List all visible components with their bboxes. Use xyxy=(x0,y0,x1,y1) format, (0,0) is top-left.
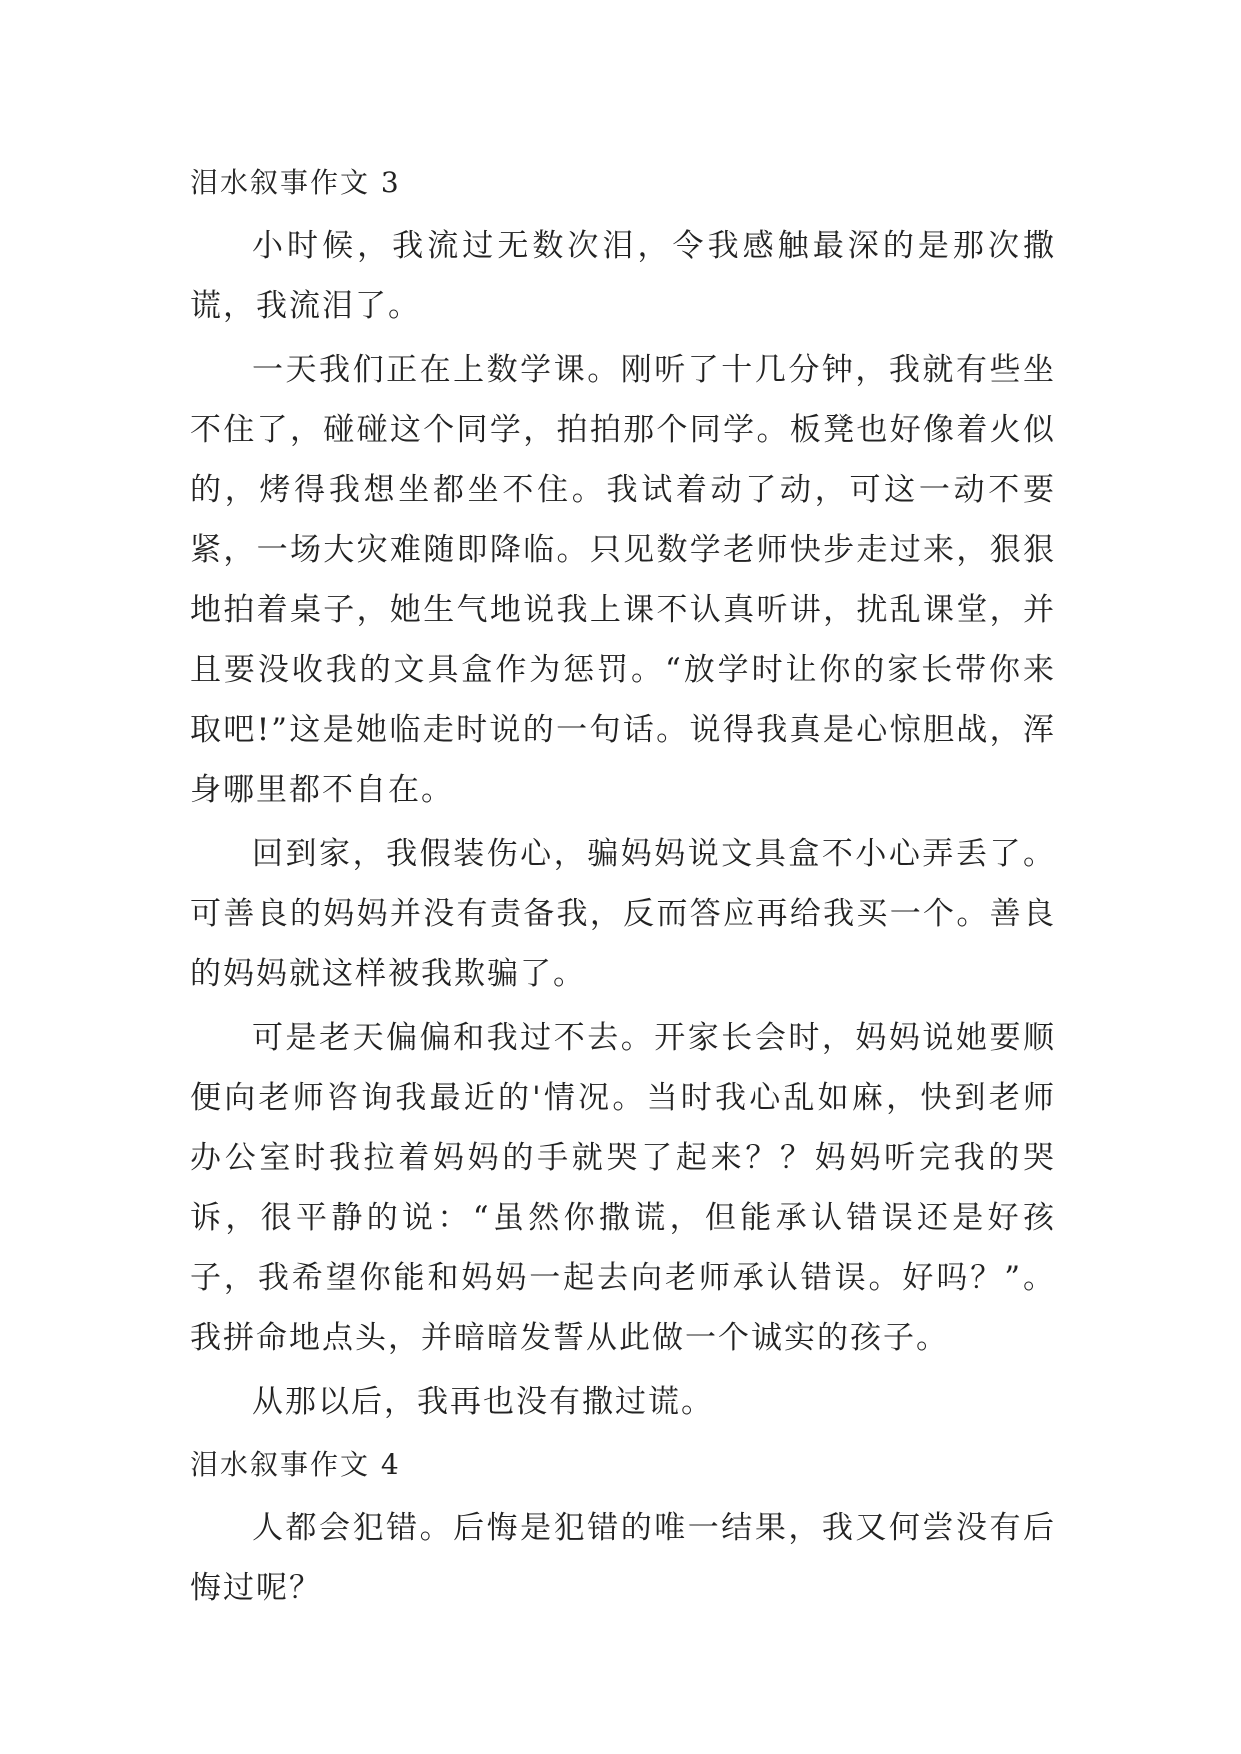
essay-title-3: 泪水叙事作文 3 xyxy=(190,166,401,199)
essay-title-4: 泪水叙事作文 4 xyxy=(190,1448,401,1481)
document-body xyxy=(190,150,1056,1618)
paragraph: 人都会犯错。后悔是犯错的唯一结果，我又何尝没有后悔过呢？ xyxy=(190,1510,1056,1606)
paragraph: 可是老天偏偏和我过不去。开家长会时，妈妈说她要顺便向老师咨询我最近的'情况。当时我心乱如麻，快到老师办公室时我拉着妈妈的手就哭了起来？？妈妈听完我的哭诉，很平静的说：“虽然你撒谎，但能承认错误还是好孩子，我希望你能和妈妈一起去向老师承认错误。好吗？”。我拼命地点头，并暗暗发誓从此做一个诚实的孩子。 xyxy=(190,1020,1056,1356)
paragraph: 回到家，我假装伤心，骗妈妈说文具盒不小心弄丢了。可善良的妈妈并没有责备我，反而答应再给我买一个。善良的妈妈就这样被我欺骗了。 xyxy=(190,836,1056,992)
paragraph: 从那以后，我再也没有撒过谎。 xyxy=(252,1384,714,1420)
paragraph: 一天我们正在上数学课。刚听了十几分钟，我就有些坐不住了，碰碰这个同学，拍拍那个同学。板凳也好像着火似的，烤得我想坐都坐不住。我试着动了动，可这一动不要紧，一场大灾难随即降临。只见数学老师快步走过来，狠狠地拍着桌子，她生气地说我上课不认真听讲，扰乱课堂，并且要没收我的文具盒作为惩罚。“放学时让你的家长带你来取吧!”这是她临走时说的一句话。说得我真是心惊胆战，浑身哪里都不自在。 xyxy=(190,352,1056,808)
paragraph: 小时候，我流过无数次泪，令我感触最深的是那次撒谎，我流泪了。 xyxy=(190,228,1056,324)
